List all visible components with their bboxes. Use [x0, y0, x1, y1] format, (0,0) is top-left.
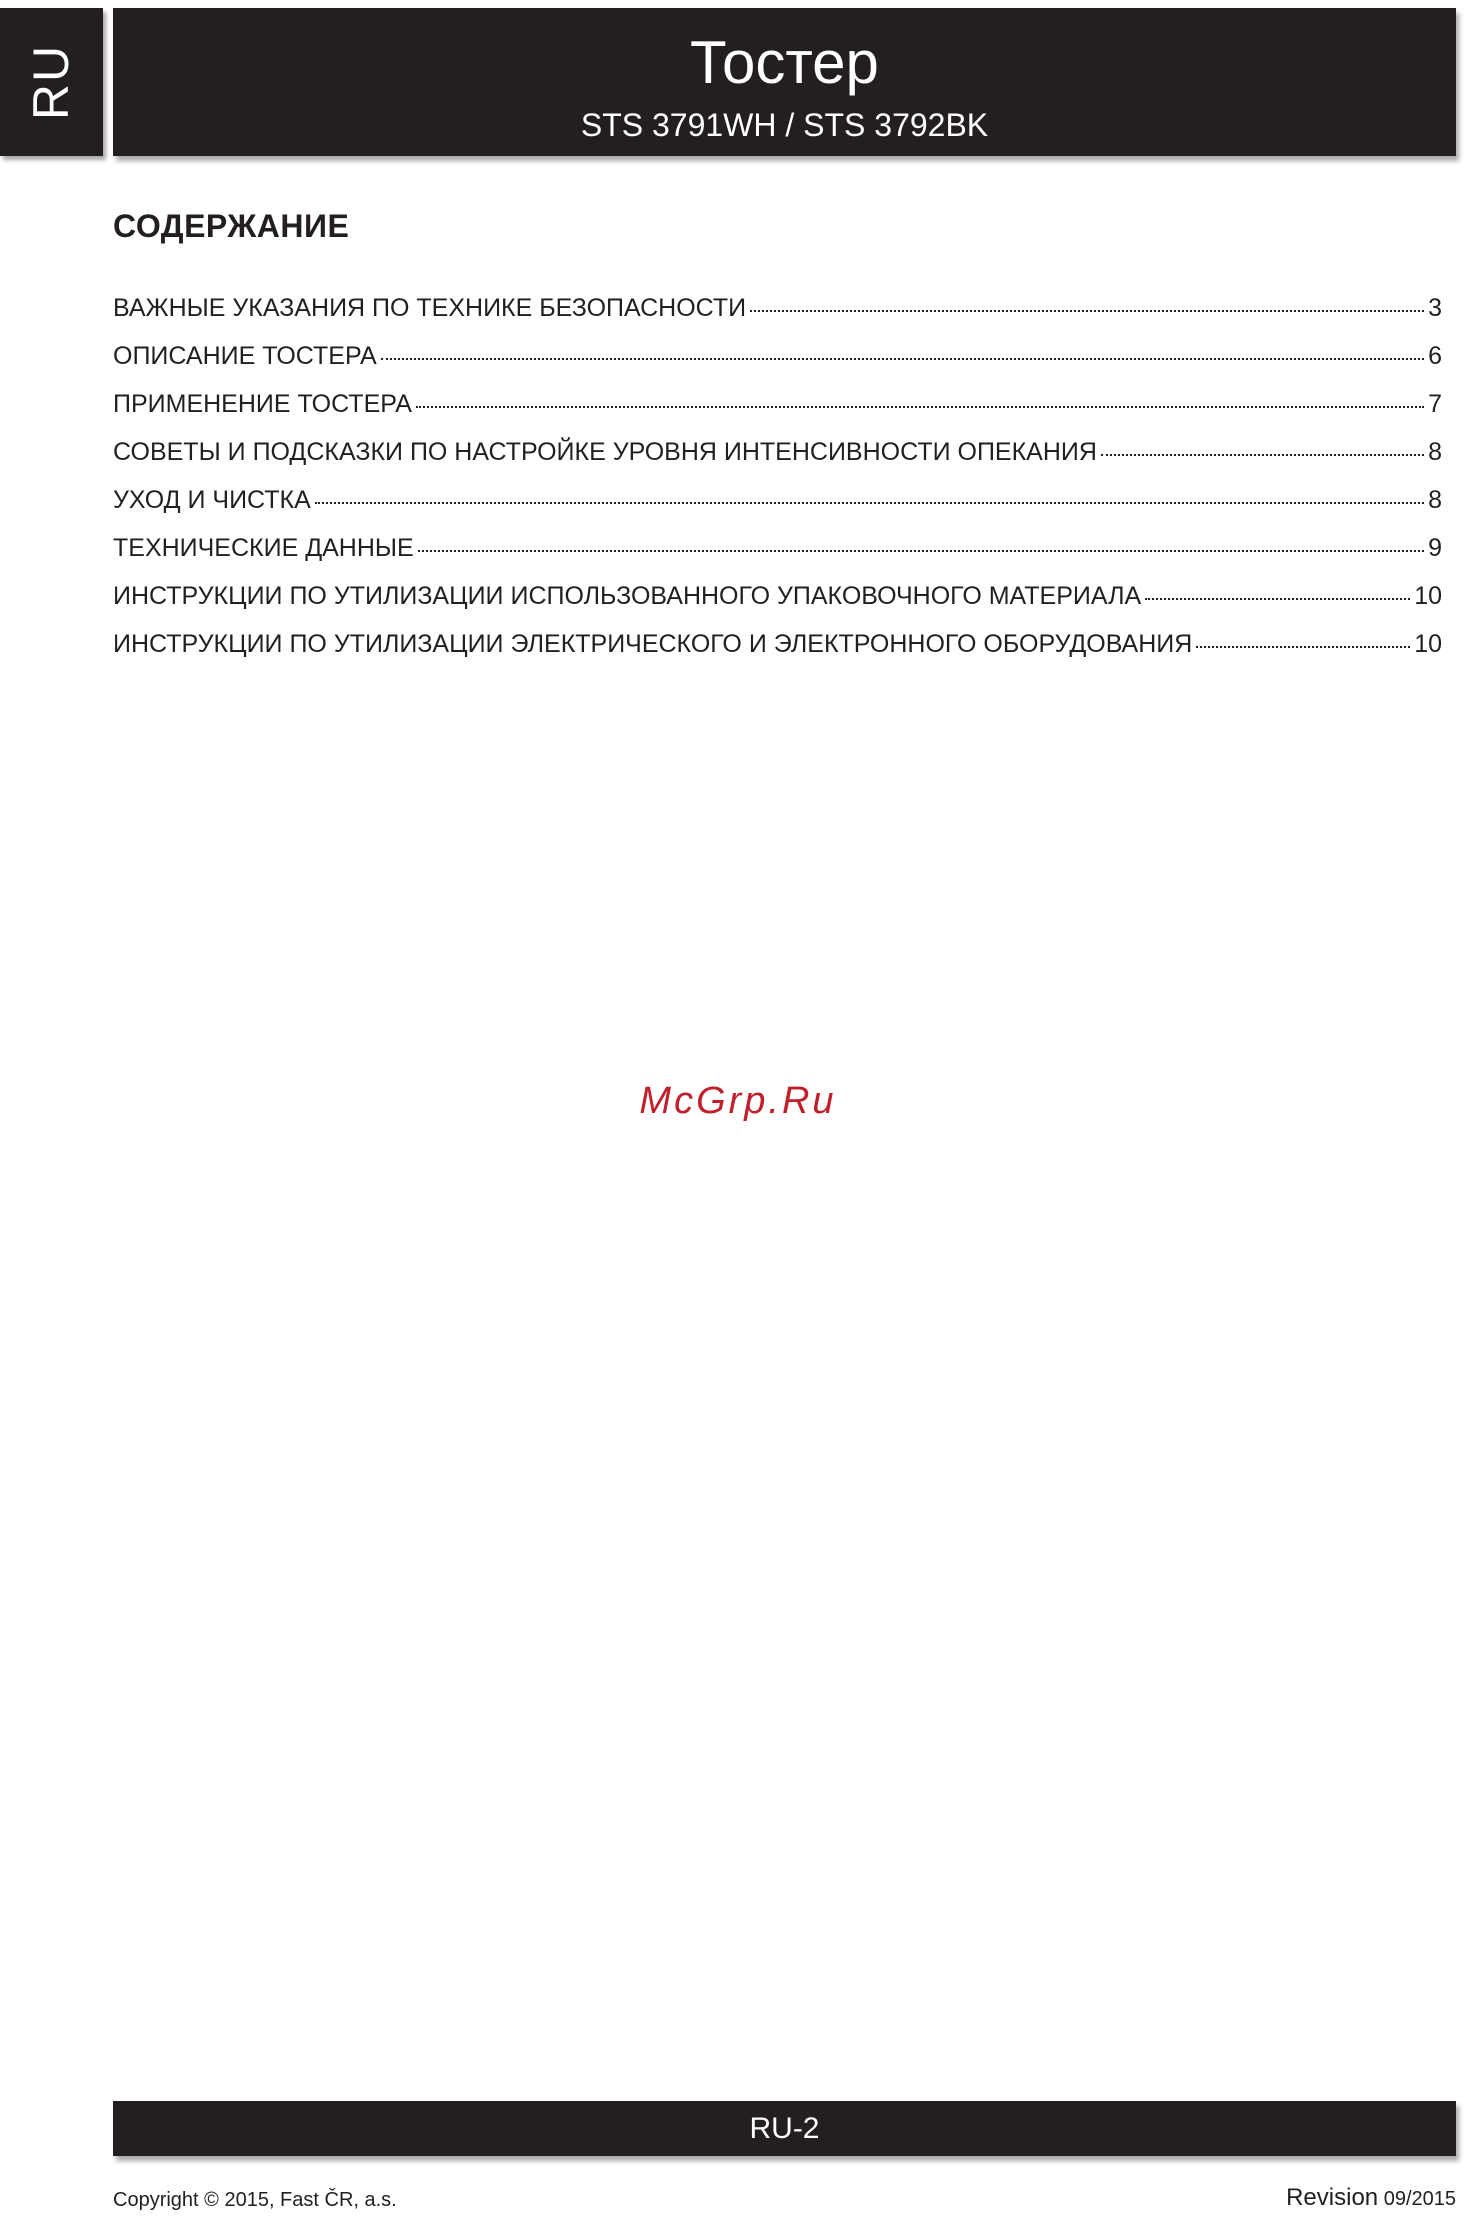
toc-entry-packaging-disposal[interactable] [113, 578, 1442, 626]
table-of-contents [113, 290, 1442, 674]
toc-dot-leader [315, 500, 1424, 504]
toc-dot-leader [1145, 596, 1410, 600]
toc-entry-title: ИНСТРУКЦИИ ПО УТИЛИЗАЦИИ ЭЛЕКТРИЧЕСКОГО И ЭЛЕКТРОННОГО ОБОРУДОВАНИЯ [113, 630, 1193, 658]
toc-entry-cleaning[interactable] [113, 482, 1442, 530]
toc-entry-page: 9 [1428, 534, 1442, 562]
revision-info [1286, 2185, 1456, 2212]
toc-entry-title: ПРИМЕНЕНИЕ ТОСТЕРА [113, 390, 412, 418]
revision-date: 09/2015 [1383, 2188, 1456, 2210]
toc-entry-title: ТЕХНИЧЕСКИЕ ДАННЫЕ [113, 534, 414, 562]
toc-entry-page: 8 [1428, 438, 1442, 466]
toc-entry-title: УХОД И ЧИСТКА [113, 486, 311, 514]
toc-dot-leader [750, 308, 1424, 312]
toc-entry-description[interactable] [113, 338, 1442, 386]
toc-dot-leader [418, 548, 1424, 552]
toc-dot-leader [1101, 452, 1424, 456]
toc-entry-specifications[interactable] [113, 530, 1442, 578]
toc-entry-tips[interactable] [113, 434, 1442, 482]
toc-entry-page: 3 [1428, 294, 1442, 322]
header-marker [118, 150, 124, 153]
toc-entry-title: ОПИСАНИЕ ТОСТЕРА [113, 342, 377, 370]
toc-entry-page: 7 [1428, 390, 1442, 418]
toc-entry-page: 10 [1414, 630, 1442, 658]
toc-entry-title: СОВЕТЫ И ПОДСКАЗКИ ПО НАСТРОЙКЕ УРОВНЯ ИНТЕНСИВНОСТИ ОПЕКАНИЯ [113, 438, 1097, 466]
toc-entry-usage[interactable] [113, 386, 1442, 434]
revision-label: Revision [1286, 2184, 1379, 2211]
toc-entry-page: 10 [1414, 582, 1442, 610]
toc-entry-title: ИНСТРУКЦИИ ПО УТИЛИЗАЦИИ ИСПОЛЬЗОВАННОГО УПАКОВОЧНОГО МАТЕРИАЛА [113, 582, 1142, 610]
footer-bar [113, 2101, 1456, 2156]
document-title: Тостер [690, 29, 879, 96]
language-tab [0, 8, 103, 156]
watermark: McGrp.Ru [639, 1080, 837, 1122]
copyright-notice: Copyright © 2015, Fast ČR, a.s. [113, 2189, 397, 2211]
toc-entry-safety[interactable] [113, 290, 1442, 338]
toc-heading: СОДЕРЖАНИЕ [113, 208, 350, 244]
language-label: RU [23, 43, 80, 121]
toc-dot-leader [416, 404, 1424, 408]
toc-dot-leader [1196, 644, 1410, 648]
toc-entry-weee-disposal[interactable] [113, 626, 1442, 674]
toc-entry-page: 6 [1428, 342, 1442, 370]
toc-entry-title: ВАЖНЫЕ УКАЗАНИЯ ПО ТЕХНИКЕ БЕЗОПАСНОСТИ [113, 294, 747, 322]
model-numbers: STS 3791WH / STS 3792BK [580, 107, 989, 143]
toc-dot-leader [381, 356, 1424, 360]
header-banner [113, 8, 1456, 156]
toc-entry-page: 8 [1428, 486, 1442, 514]
page-number: RU-2 [749, 2112, 820, 2145]
